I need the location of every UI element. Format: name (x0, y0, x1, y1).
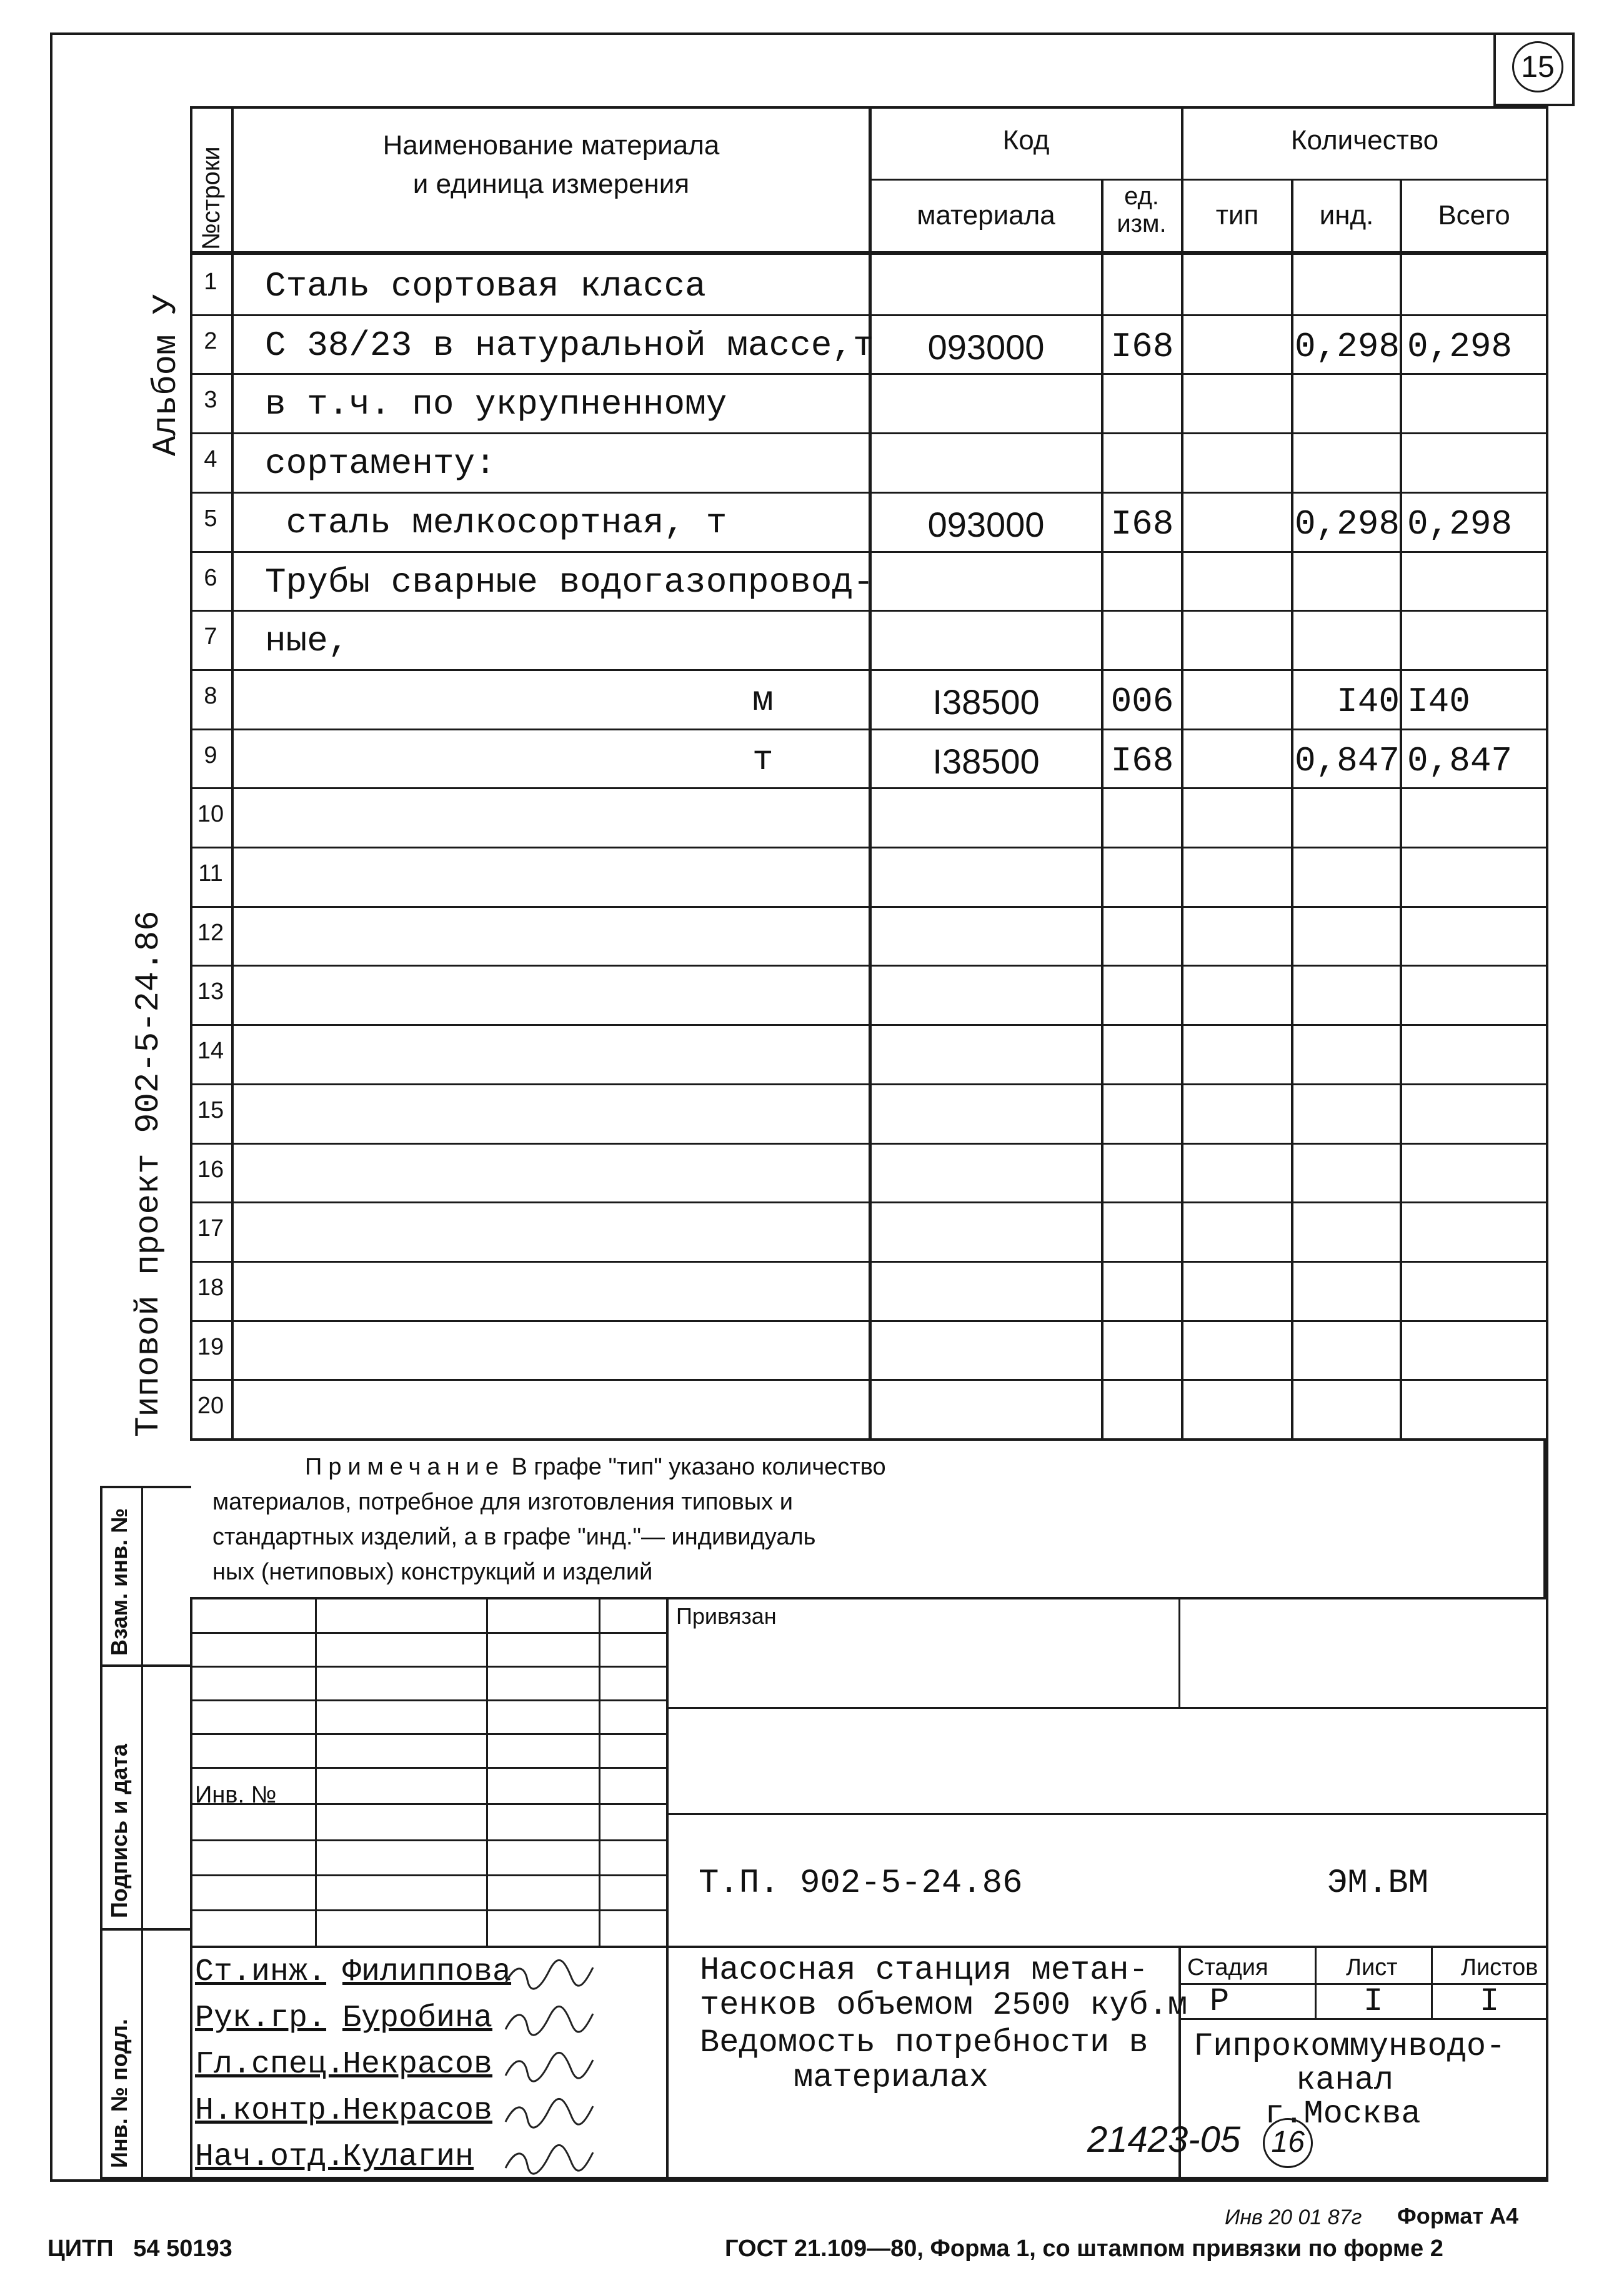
signer-role: Ст.инж. (195, 1954, 327, 1990)
qty-ind: 0,847 (1294, 740, 1400, 781)
material-name: ные, (265, 621, 349, 662)
row-divider (190, 906, 1546, 908)
unit-code: 006 (1110, 681, 1174, 722)
row-number: 11 (198, 860, 223, 887)
row-number: 17 (197, 1215, 224, 1242)
frame-bottom (50, 2179, 1548, 2182)
qty-total: I40 (1407, 681, 1470, 722)
doc-mark: ЭМ.ВМ (1327, 1864, 1429, 1903)
material-name: м (752, 680, 774, 720)
doc-title-line4: материалах (794, 2059, 989, 2096)
qty-ind: I40 (1337, 681, 1400, 722)
qty-total-header: Всего (1438, 200, 1510, 231)
qty-type-header: тип (1215, 200, 1259, 231)
footer-left: ЦИТП 54 50193 (47, 2236, 232, 2262)
row-number: 19 (197, 1333, 224, 1360)
row-divider (190, 373, 1546, 375)
note-line3: стандартных изделий, а в графе "инд."— индивидуаль (212, 1524, 816, 1550)
code-header: Код (1002, 125, 1050, 156)
row-divider (190, 729, 1546, 730)
row-divider (190, 1143, 1546, 1145)
doc-title-line3: Ведомость потребности в (700, 2024, 1148, 2061)
unit-code: I68 (1110, 504, 1174, 544)
row-divider (190, 847, 1546, 848)
footer-right: ГОСТ 21.109—80, Форма 1, со штампом привязки по форме 2 (725, 2236, 1443, 2262)
row-number: 2 (204, 327, 217, 354)
signer-role: Нач.отд. (195, 2139, 346, 2175)
archive-sheet-circle: 16 (1263, 2118, 1313, 2168)
row-divider (190, 1083, 1546, 1085)
vzam-inv-label: Взам. инв. № (106, 1508, 132, 1656)
material-code: 093000 (927, 327, 1045, 367)
row-number: 4 (204, 446, 217, 473)
note-line2: материалов, потребное для изготовления типовых и (212, 1489, 793, 1515)
row-number-header: №строки (197, 146, 225, 250)
material-name: сталь мелкосортная, т (265, 502, 727, 543)
code-material-header: материала (917, 200, 1055, 231)
row-number: 7 (204, 624, 217, 650)
doc-title-line1: Насосная станция метан- (700, 1952, 1148, 1989)
side-strip-h3 (100, 1928, 191, 1931)
row-number: 13 (197, 978, 224, 1005)
sheet-value: I (1363, 1983, 1383, 2020)
qty-ind-header: инд. (1319, 200, 1374, 231)
row-divider (190, 314, 1546, 316)
materials-table (190, 106, 1546, 1441)
format-label: Формат А4 (1397, 2203, 1519, 2229)
row-divider (190, 1320, 1546, 1322)
org-line3: г.Москва (1265, 2096, 1421, 2132)
row-number: 6 (204, 564, 217, 591)
archive-no-text: 21423-05 (1087, 2119, 1241, 2160)
sheets-value: I (1480, 1983, 1500, 2020)
side-strip-h2 (100, 1664, 191, 1667)
album-label: Альбом У (147, 294, 186, 456)
note-box-right (1543, 1441, 1546, 1599)
row-divider (190, 1379, 1546, 1381)
sheets-label: Листов (1461, 1954, 1538, 1981)
qty-ind: 0,298 (1294, 504, 1400, 544)
row-number: 8 (204, 682, 217, 709)
name-header-line1: Наименование материала (382, 130, 720, 161)
material-name: т (752, 739, 774, 780)
qty-total: 0,298 (1407, 326, 1513, 367)
side-strip-h4 (100, 2177, 191, 2179)
page-number-circle: 15 (1512, 41, 1563, 92)
frame-right (1546, 32, 1548, 2182)
row-number: 20 (197, 1393, 224, 1420)
note-line1: В графе "тип" указано количество (511, 1454, 886, 1480)
inv-no-label: Инв. № (195, 1782, 277, 1808)
handwritten-note: Инв 20 01 87г (1225, 2206, 1362, 2229)
doc-title-line2: тенков объемом 2500 куб.м (700, 1987, 1188, 2024)
material-name: С 38/23 в натуральной массе,т (265, 325, 874, 366)
row-number: 12 (197, 919, 224, 946)
row-number: 9 (204, 742, 217, 768)
material-name: Трубы сварные водогазопровод- (265, 562, 874, 602)
signature-scribble (502, 2004, 596, 2037)
signature-scribble (502, 2143, 596, 2176)
doc-code: Т.П. 902-5-24.86 (699, 1864, 1023, 1903)
row-divider (190, 492, 1546, 494)
row-divider (190, 787, 1546, 789)
side-strip-mid (141, 1486, 143, 2179)
signature-scribble (502, 2097, 596, 2129)
org-line1: Гипрокоммунводо- (1193, 2028, 1506, 2065)
stage-label: Стадия (1187, 1954, 1268, 1981)
unit-code: I68 (1110, 326, 1174, 367)
row-divider (190, 432, 1546, 434)
signature-scribble (502, 1958, 596, 1991)
side-strip-left (100, 1486, 102, 2179)
material-name: в т.ч. по укрупненному (265, 384, 727, 425)
code-unit-header: ед. изм. (1117, 182, 1167, 237)
row-divider (190, 965, 1546, 967)
material-code: I38500 (932, 741, 1040, 781)
side-strip-h1 (100, 1486, 191, 1488)
signer-name: Кулагин (342, 2139, 474, 2175)
signer-role: Рук.гр. (195, 2001, 327, 2036)
signer-name: Буробина (342, 2001, 493, 2036)
frame-left (50, 32, 52, 2182)
name-header-line2: и единица измерения (412, 169, 690, 199)
inv-podl-label: Инв. № подл. (106, 2019, 132, 2168)
signer-name: Некрасов (342, 2093, 493, 2129)
row-divider (190, 551, 1546, 553)
row-number: 3 (204, 387, 217, 414)
qty-total: 0,847 (1407, 740, 1513, 781)
row-number: 18 (197, 1274, 224, 1301)
unit-code: I68 (1110, 740, 1174, 781)
sheet-label: Лист (1346, 1954, 1398, 1981)
signer-role: Гл.спец. (195, 2047, 346, 2082)
org-line2: канал (1296, 2062, 1394, 2099)
project-label: Типовой проект 902-5-24.86 (130, 910, 168, 1437)
row-number: 1 (204, 269, 217, 295)
row-divider (190, 1201, 1546, 1203)
frame-top (50, 32, 1548, 35)
quantity-header: Количество (1290, 125, 1439, 156)
signer-name: Некрасов (342, 2047, 493, 2082)
row-number: 5 (204, 505, 217, 532)
material-name: Сталь сортовая класса (265, 266, 706, 306)
stage-value: Р (1210, 1983, 1230, 2020)
privyazan-label: Привязан (676, 1603, 777, 1629)
row-number: 14 (197, 1038, 224, 1065)
row-number: 16 (197, 1156, 224, 1183)
row-divider (190, 1261, 1546, 1263)
material-code: 093000 (927, 504, 1045, 544)
title-block (190, 1597, 1546, 2179)
material-code: I38500 (932, 682, 1040, 722)
podpis-data-label: Подпись и дата (106, 1744, 132, 1918)
row-divider (190, 610, 1546, 612)
signature-scribble (502, 2051, 596, 2083)
signer-name: Филиппова (342, 1954, 512, 1990)
note (212, 1450, 886, 1589)
row-number: 10 (197, 801, 224, 828)
archive-number (1087, 2118, 1313, 2168)
note-title: Примечание (305, 1454, 505, 1480)
row-divider (190, 1024, 1546, 1026)
note-line4: ных (нетиповых) конструкций и изделий (212, 1559, 653, 1585)
qty-ind: 0,298 (1294, 326, 1400, 367)
signer-role: Н.контр. (195, 2093, 346, 2129)
material-name: сортаменту: (265, 444, 496, 484)
row-number: 15 (197, 1097, 224, 1123)
row-divider (190, 669, 1546, 671)
qty-total: 0,298 (1407, 504, 1513, 544)
